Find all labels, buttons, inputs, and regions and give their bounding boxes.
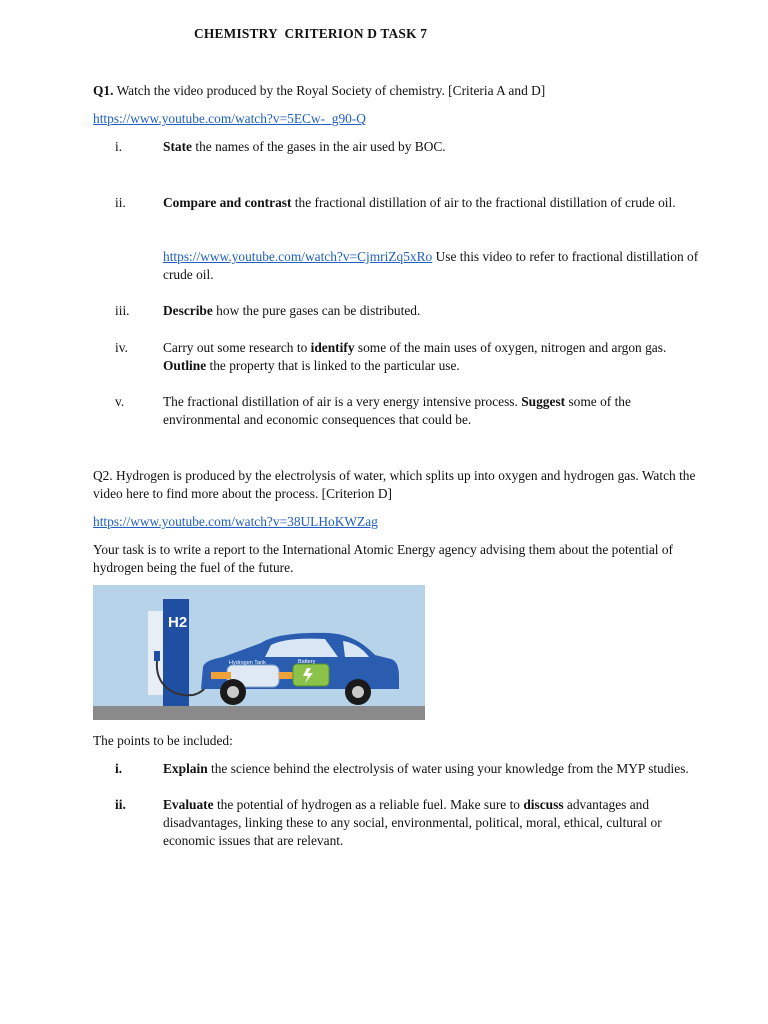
q1-item-3-text <box>163 302 708 320</box>
q1-label: Q1. <box>93 83 114 98</box>
rear-wheel-hub <box>352 686 364 698</box>
q1-item-1-keyword: State <box>163 139 193 154</box>
q1-item-4-mid: some of the main uses of oxygen, nitrogen and argon gas. <box>354 340 667 355</box>
q1-item-1-rest: the names of the gases in the air used by BOC. <box>192 139 446 154</box>
q2-video-link[interactable]: https://www.youtube.com/watch?v=38ULHoKWZag <box>93 514 378 529</box>
point-2-keyword-2: discuss <box>523 797 564 812</box>
hydrogen-car-svg <box>93 585 425 720</box>
q2-intro: Q2. Hydrogen is produced by the electrolysis of water, which splits up into oxygen and hydrogen gas. Watch the video here to find more about the process. [Criterion D] <box>93 468 696 501</box>
pump-nozzle-holder <box>154 651 160 661</box>
front-wheel-hub <box>227 686 239 698</box>
q1-item-4-keyword: identify <box>310 340 355 355</box>
crude-oil-video-note: Use this video to refer to fractional distillation of crude oil. <box>163 249 699 282</box>
q1-intro <box>93 82 713 100</box>
point-2-text <box>163 796 708 850</box>
point-2-rest: the potential of hydrogen as a reliable fuel. Make sure to <box>213 797 524 812</box>
q1-video-link[interactable]: https://www.youtube.com/watch?v=5ECw-_g90-Q <box>93 111 366 126</box>
q1-item-5-rest: some of the environmental and economic consequences that could be. <box>163 394 631 427</box>
point-1-rest: the science behind the electrolysis of water using your knowledge from the MYP studies. <box>207 761 689 776</box>
q1-item-3-number: iii. <box>115 303 130 318</box>
q2-link-row <box>93 513 713 531</box>
ground <box>93 706 425 720</box>
q1-item-5-keyword: Suggest <box>521 394 566 409</box>
q1-link-row <box>93 110 713 128</box>
q1-item-4-pre: Carry out some research to <box>163 340 311 355</box>
q1-item-2-rest: the fractional distillation of air to the fractional distillation of crude oil. <box>291 195 676 210</box>
q1-item-5-pre: The fractional distillation of air is a very energy intensive process. <box>163 394 522 409</box>
point-1-keyword: Explain <box>163 761 208 776</box>
q2-task: Your task is to write a report to the International Atomic Energy agency advising them about the potential of hydrogen being the fuel of the future. <box>93 542 674 575</box>
q1-item-2-keyword: Compare and contrast <box>163 195 292 210</box>
points-intro: The points to be included: <box>93 733 233 748</box>
q1-item-2-number: ii. <box>115 195 126 210</box>
tank-label: Hydrogen Tank <box>229 660 266 666</box>
point-1-text <box>163 760 708 778</box>
q1-item-1-text <box>163 138 708 156</box>
pump-sign: H2 <box>168 614 188 631</box>
q1-item-4-keyword-2: Outline <box>163 358 207 373</box>
point-2-rest-2: advantages and disadvantages, linking these to any social, environmental, political, moral, ethical, cultural or economic issues that are relevant. <box>163 797 662 848</box>
hydrogen-car-illustration <box>93 585 425 720</box>
q1-item-2-text <box>163 194 708 212</box>
q1-item-3-rest: how the pure gases can be distributed. <box>212 303 421 318</box>
q1-item-4-rest: the property that is linked to the particular use. <box>206 358 460 373</box>
q1-item-5-text <box>163 393 708 429</box>
fuel-arrow-2 <box>279 672 293 679</box>
q1-item-2-sub-text <box>163 248 708 284</box>
point-2-number: ii. <box>115 797 126 812</box>
point-1-number: i. <box>115 761 123 776</box>
crude-oil-video-link[interactable]: https://www.youtube.com/watch?v=CjmriZq5xRo <box>163 249 433 264</box>
q1-item-3-keyword: Describe <box>163 303 213 318</box>
q1-item-1-number: i. <box>115 139 123 154</box>
q1-item-5-number: v. <box>115 394 125 409</box>
battery-label: Battery <box>298 659 316 665</box>
fuel-arrow-1 <box>211 672 231 679</box>
q1-item-4-number: iv. <box>115 340 128 355</box>
point-2-keyword: Evaluate <box>163 797 214 812</box>
q1-item-4-text <box>163 339 708 375</box>
q1-text: Watch the video produced by the Royal Society of chemistry. [Criteria A and D] <box>113 83 546 98</box>
page-title: CHEMISTRY CRITERION D TASK 7 <box>194 26 428 41</box>
